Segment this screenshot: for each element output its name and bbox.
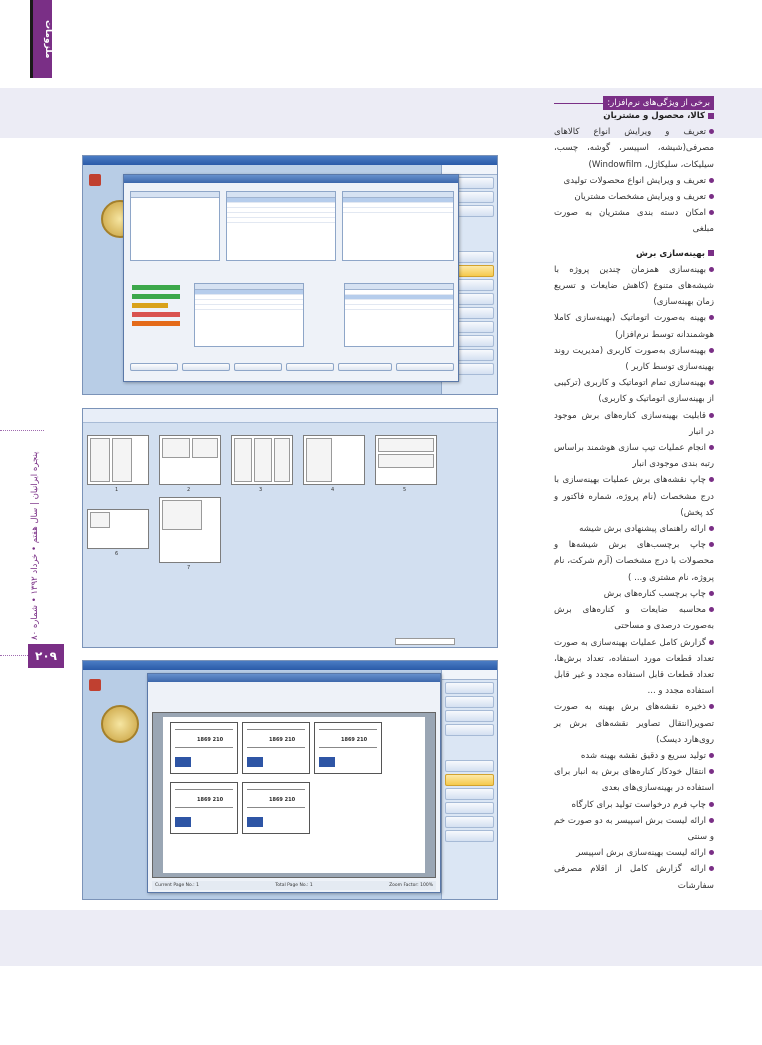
list-item: قابلیت بهینه‌سازی کناره‌های برش موجود در انبار bbox=[554, 410, 714, 437]
list-item: ارائه گزارش کامل از اقلام مصرفی سفارشات bbox=[554, 864, 714, 891]
list-item: ارائه لیست بهینه‌سازی برش اسپیسر bbox=[554, 845, 714, 861]
grid-b bbox=[226, 191, 336, 261]
grid-e bbox=[344, 283, 454, 347]
bullet-icon bbox=[709, 315, 714, 320]
page-number-rule bbox=[0, 655, 30, 656]
section-tab bbox=[30, 0, 52, 78]
bullet-icon bbox=[709, 704, 714, 709]
square-bullet-icon bbox=[708, 250, 714, 256]
bullet-icon bbox=[709, 802, 714, 807]
sheet-number: 4 bbox=[331, 487, 335, 493]
list-item: بهینه به‌صورت اتوماتیک (بهینه‌سازی کاملا هوشمندانه توسط نرم‌افزار) bbox=[554, 313, 714, 340]
section2-list bbox=[554, 262, 714, 894]
screenshot-label-preview bbox=[82, 660, 498, 900]
sheet-number: 6 bbox=[115, 551, 119, 557]
bullet-icon bbox=[709, 818, 714, 823]
window-titlebar bbox=[83, 156, 497, 165]
dialog-button[interactable] bbox=[338, 363, 392, 371]
bullet-icon bbox=[709, 194, 714, 199]
brand-logo-icon bbox=[175, 757, 191, 767]
section2-title: بهینه‌سازی برش bbox=[554, 246, 714, 262]
bullet-icon bbox=[709, 753, 714, 758]
bullet-icon bbox=[709, 210, 714, 215]
avatar-icon bbox=[89, 174, 101, 186]
label-card: 1869 210 bbox=[242, 722, 310, 774]
bullet-icon bbox=[709, 850, 714, 855]
window-titlebar bbox=[83, 661, 497, 670]
bottom-band bbox=[0, 910, 762, 966]
dialog-button[interactable] bbox=[182, 363, 230, 371]
bullet-icon bbox=[709, 607, 714, 612]
sheet-number: 1 bbox=[115, 487, 119, 493]
section-tab-label: ملزومات bbox=[43, 19, 53, 59]
list-item: ارائه راهنمای پیشنهادی برش شیشه bbox=[554, 521, 714, 537]
sheet-number: 3 bbox=[259, 487, 263, 493]
list-item: انجام عملیات تیپ سازی هوشمند براساس رتبه بندی موجودی انبار bbox=[554, 443, 714, 470]
screenshot-cutting-maps bbox=[82, 408, 498, 648]
print-preview-dialog bbox=[147, 673, 441, 893]
bullet-icon bbox=[709, 445, 714, 450]
bullet-icon bbox=[709, 542, 714, 547]
list-item: بهینه‌سازی به‌صورت کاربری (مدیریت روند بهینه‌سازی توسط کاربر ) bbox=[554, 345, 714, 373]
grid-c bbox=[342, 191, 454, 261]
grid-a bbox=[130, 191, 220, 261]
list-item: امکان دسته بندی مشتریان به صورت مبلغی bbox=[554, 208, 714, 235]
label-card: 1869 210 bbox=[170, 782, 238, 834]
label-card: 1869 210 bbox=[170, 722, 238, 774]
optimization-dialog bbox=[123, 174, 459, 382]
list-item: تعریف و ویرایش مشخصات مشتریان bbox=[554, 189, 714, 205]
screenshot-optimization bbox=[82, 155, 498, 395]
list-item: بهینه‌سازی همزمان چندین پروژه با شیشه‌های متنوع (کاهش ضایعات و تسریع زمان بهینه‌سازی) bbox=[554, 264, 714, 308]
list-item: بهینه‌سازی تمام اتوماتیک و کاربری (ترکیبی از بهینه‌سازی اتوماتیک و کاربری) bbox=[554, 378, 714, 405]
list-item: چاپ فرم درخواست تولید برای کارگاه bbox=[554, 797, 714, 813]
square-bullet-icon bbox=[708, 113, 714, 119]
section1-list bbox=[554, 124, 714, 237]
page-number: ۲۰۹ bbox=[28, 644, 64, 668]
article-heading: برخی از ویژگی‌های نرم‌افزار: bbox=[603, 96, 714, 110]
bullet-icon bbox=[709, 866, 714, 871]
list-item: تعریف و ویرایش انواع محصولات تولیدی bbox=[554, 173, 714, 189]
bullet-icon bbox=[709, 477, 714, 482]
brand-logo-icon bbox=[319, 757, 335, 767]
brand-logo-icon bbox=[175, 817, 191, 827]
seal-icon bbox=[101, 705, 139, 743]
bullet-icon bbox=[709, 348, 714, 353]
sheet-number: 5 bbox=[403, 487, 407, 493]
brand-logo-icon bbox=[247, 817, 263, 827]
list-item: ذخیره نقشه‌های برش بهینه به صورت تصویر(انتقال تصاویر نقشه‌های برش بر روی‌هارد دیسک) bbox=[554, 702, 714, 745]
bullet-icon bbox=[709, 413, 714, 418]
sheet-number: 7 bbox=[187, 565, 191, 571]
section1-title: کالا، محصول و مشتریان bbox=[554, 108, 714, 124]
article-heading-bar bbox=[554, 90, 714, 108]
list-item: چاپ برچسب‌های برش شیشه‌ها و محصولات با درج مشخصات (آرم شرکت، نام پروژه، نام مشتری و... ) bbox=[554, 540, 714, 583]
dialog-button[interactable] bbox=[234, 363, 282, 371]
list-item: چاپ نقشه‌های برش عملیات بهینه‌سازی با درج مشخصات (نام پروژه، شماره فاکتور و کد پخش) bbox=[554, 475, 714, 518]
list-item: انتقال خودکار کناره‌های برش به انبار برای استفاده در بهینه‌سازی‌های بعدی bbox=[554, 767, 714, 794]
bullet-icon bbox=[709, 178, 714, 183]
list-item: چاپ برچسب کناره‌های برش bbox=[554, 586, 714, 602]
dialog-button[interactable] bbox=[286, 363, 334, 371]
tab-strip bbox=[83, 409, 497, 423]
bullet-icon bbox=[709, 526, 714, 531]
list-item: ارائه لیست برش اسپیسر به دو صورت خم و سنتی bbox=[554, 815, 714, 842]
article-body bbox=[554, 108, 714, 894]
sheet-number: 2 bbox=[187, 487, 191, 493]
app-sidebar bbox=[441, 670, 497, 899]
bullet-icon bbox=[709, 267, 714, 272]
list-item: تولید سریع و دقیق نقشه بهینه شده bbox=[554, 748, 714, 764]
dialog-button[interactable] bbox=[130, 363, 178, 371]
dialog-button[interactable] bbox=[396, 363, 454, 371]
list-item: تعریف و ویرایش انواع کالاهای مصرفی(شیشه، اسپیسر، گوشه، چسب، سیلیکات، سلیکاژل، Windowfilm) bbox=[554, 127, 714, 170]
bullet-icon bbox=[709, 129, 714, 134]
avatar-icon bbox=[89, 679, 101, 691]
brand-logo-icon bbox=[247, 757, 263, 767]
preview-status-bar: Current Page No.: 1 Total Page No.: 1 Zoom Factor: 100% bbox=[152, 881, 436, 890]
bullet-icon bbox=[709, 640, 714, 645]
bullet-icon bbox=[709, 769, 714, 774]
bullet-icon bbox=[709, 591, 714, 596]
label-card: 1869 210 bbox=[314, 722, 382, 774]
grid-d bbox=[194, 283, 304, 347]
bullet-icon bbox=[709, 380, 714, 385]
list-item: محاسبه ضایعات و کناره‌های برش به‌صورت درصدی و مساحتی bbox=[554, 605, 714, 632]
list-item: گزارش کامل عملیات بهینه‌سازی به صورت تعداد قطعات مورد استفاده، تعداد برش‌ها، تعداد قطعات قابل استفاده مجدد و غیر قابل استفاده مجدد و ... bbox=[554, 637, 714, 697]
issue-credit: پنجره ایرانیان | سال هفتم • خرداد ۱۳۹۲ • شماره ۸۰ bbox=[30, 451, 40, 640]
label-card: 1869 210 bbox=[242, 782, 310, 834]
